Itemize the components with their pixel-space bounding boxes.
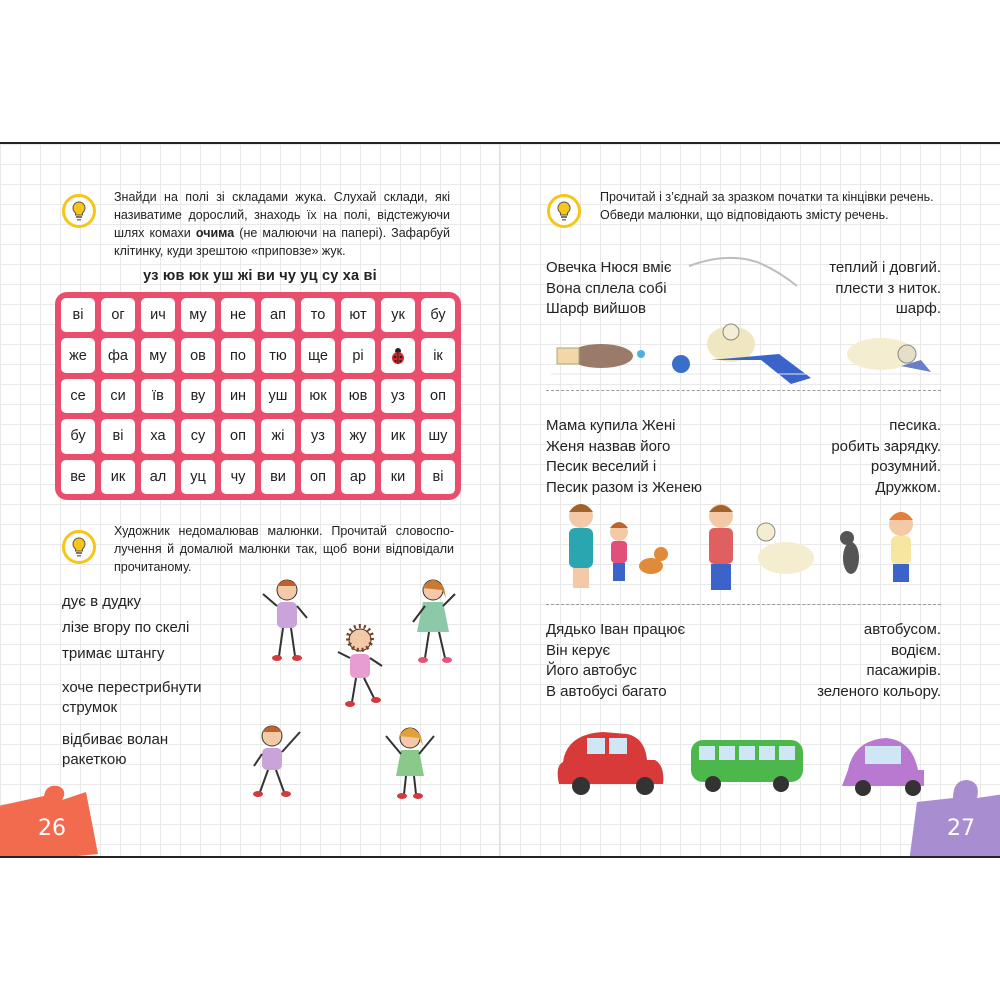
sentence-start: Песик веселий і xyxy=(546,458,657,475)
grid-cell[interactable]: ич xyxy=(141,298,175,332)
sentence-group-2 xyxy=(546,416,941,498)
sentence-row xyxy=(546,437,941,458)
grid-cell[interactable]: уз xyxy=(301,419,335,453)
grid-cell[interactable]: ог xyxy=(101,298,135,332)
ladybug-icon xyxy=(389,347,407,365)
grid-cell[interactable]: ар xyxy=(341,460,375,494)
kid-figure-4 xyxy=(250,722,310,802)
grid-cell[interactable]: то xyxy=(301,298,335,332)
phrase-item: хоче перестрибнути струмок xyxy=(62,679,202,716)
grid-cell[interactable]: ві xyxy=(61,298,95,332)
phrase-item: лізе вгору по скелі xyxy=(62,619,190,636)
sentence-end: водієм. xyxy=(890,641,941,659)
grid-cell[interactable]: уц xyxy=(181,460,215,494)
grid-cell[interactable]: си xyxy=(101,379,135,413)
grid-cell[interactable]: ха xyxy=(141,419,175,453)
grid-cell[interactable]: уш xyxy=(261,379,295,413)
grid-cell[interactable]: ют xyxy=(341,298,375,332)
sentence-end: розумний. xyxy=(870,458,941,475)
sentence-start: Шарф вийшов xyxy=(546,300,647,317)
grid-cell[interactable]: ук xyxy=(381,298,415,332)
sentence-start: Він керує xyxy=(546,641,611,659)
sentence-row xyxy=(546,661,941,682)
kid-figure-2 xyxy=(405,574,465,669)
grid-cell[interactable]: бу xyxy=(61,419,95,453)
grid-cell[interactable]: ві xyxy=(421,460,455,494)
puzzle-piece-icon xyxy=(909,772,1000,858)
grid-cell[interactable]: ов xyxy=(181,338,215,372)
lightbulb-icon xyxy=(62,530,96,564)
page-number-right: 27 xyxy=(947,816,975,841)
sentence-end: Дружком. xyxy=(875,478,941,496)
grid-cell[interactable]: юв xyxy=(341,379,375,413)
sentence-start: Песик разом із Женею xyxy=(546,478,703,496)
grid-cell[interactable]: ап xyxy=(261,298,295,332)
grid-cell[interactable]: фа xyxy=(101,338,135,372)
sentence-start: Мама купила Жені xyxy=(546,417,676,434)
sentence-row xyxy=(546,682,941,703)
grid-cell[interactable]: ві xyxy=(101,419,135,453)
grid-cell[interactable]: ще xyxy=(301,338,335,372)
family-dog-illustration xyxy=(561,498,951,598)
sentence-start: Овечка Нюся вміє xyxy=(546,259,672,276)
sentence-end: плести з ниток. xyxy=(835,279,941,297)
sheep-illustration xyxy=(551,314,941,392)
grid-cell[interactable]: чу xyxy=(221,460,255,494)
sentence-end: автобусом. xyxy=(863,621,941,638)
syllable-sequence: уз юв юк уш жі ви чу уц су ха ві xyxy=(143,268,377,284)
sentence-end: зеленого кольору. xyxy=(817,682,941,700)
lightbulb-icon xyxy=(547,194,581,228)
grid-cell[interactable]: по xyxy=(221,338,255,372)
sentence-end: теплий і довгий. xyxy=(829,259,941,276)
sentence-start: Його автобус xyxy=(546,662,637,679)
task-instruction: Прочитай і з’єднай за зразком початки та кінцівки речень. Обведи малюнки, що відповідають змісту речень. xyxy=(600,190,934,222)
page-number-left: 26 xyxy=(38,816,66,841)
grid-cell[interactable]: ал xyxy=(141,460,175,494)
kid-figure-5 xyxy=(380,722,440,802)
grid-cell[interactable]: оп xyxy=(221,419,255,453)
task1-instruction: Знайди на полі зі складами жука. Слухай склади, які називатиме дорослий, знаходь їх на полі, відстежуючи шлях комахи очима (не малюючи на папері). Зафарбуй клітинку, куди зрештою «приповзе» жук. xyxy=(114,190,450,258)
grid-cell[interactable]: му xyxy=(141,338,175,372)
grid-cell[interactable]: ик xyxy=(381,419,415,453)
sentence-start: В автобусі багато xyxy=(546,682,667,700)
grid-cell[interactable]: жу xyxy=(341,419,375,453)
task1-bold-word: очима xyxy=(195,226,235,240)
grid-cell[interactable]: рі xyxy=(341,338,375,372)
sentence-start: Вона сплела собі xyxy=(546,279,667,297)
grid-cell[interactable]: шу xyxy=(421,419,455,453)
phrase-item: відбиває волан ракеткою xyxy=(62,731,169,768)
phrase-item: дує в дудку xyxy=(62,593,141,610)
sentence-row xyxy=(546,457,941,478)
sentence-row xyxy=(546,641,941,662)
grid-cell[interactable]: бу xyxy=(421,298,455,332)
grid-cell[interactable]: уз xyxy=(381,379,415,413)
grid-cell[interactable]: юк xyxy=(301,379,335,413)
grid-cell[interactable]: му xyxy=(181,298,215,332)
vehicles-illustration xyxy=(523,726,953,806)
phrase-item: тримає штангу xyxy=(62,645,165,662)
sentence-group-3 xyxy=(546,620,941,702)
grid-cell[interactable]: жі xyxy=(261,419,295,453)
sentence-start: Женя назвав його xyxy=(546,437,671,455)
grid-cell[interactable]: су xyxy=(181,419,215,453)
grid-cell[interactable]: ви xyxy=(261,460,295,494)
grid-cell[interactable]: оп xyxy=(301,460,335,494)
grid-cell[interactable]: ик xyxy=(101,460,135,494)
grid-cell[interactable]: се xyxy=(61,379,95,413)
left-page xyxy=(0,144,499,856)
grid-cell[interactable]: ки xyxy=(381,460,415,494)
section-divider xyxy=(546,390,941,391)
sentence-row xyxy=(546,478,941,499)
grid-cell[interactable]: ин xyxy=(221,379,255,413)
grid-cell[interactable]: оп xyxy=(421,379,455,413)
kid-figure-3 xyxy=(330,622,390,717)
sentence-end: песика. xyxy=(889,417,941,434)
syllable-grid xyxy=(55,292,461,500)
sentence-row xyxy=(546,416,941,437)
grid-cell[interactable]: їв xyxy=(141,379,175,413)
sentence-start: Дядько Іван працює xyxy=(546,621,686,638)
grid-cell[interactable]: ву xyxy=(181,379,215,413)
grid-cell[interactable]: тю xyxy=(261,338,295,372)
book-spread xyxy=(0,142,1000,858)
grid-cell[interactable]: же xyxy=(61,338,95,372)
sentence-row xyxy=(546,620,941,641)
task2-instruction: Художник недомалював малюнки. Прочитай словоспо-лучення й домалюй малюнки так, щоб вони відповідали прочитаному. xyxy=(114,524,454,574)
right-page xyxy=(501,144,1000,856)
kid-figure-1 xyxy=(255,574,315,669)
section-divider xyxy=(546,604,941,605)
grid-cell[interactable]: ве xyxy=(61,460,95,494)
grid-cell[interactable]: не xyxy=(221,298,255,332)
sentence-end: шарф. xyxy=(895,300,941,317)
connector-line xyxy=(687,256,817,296)
grid-cell[interactable]: ік xyxy=(421,338,455,372)
sentence-end: робить зарядку. xyxy=(831,437,941,455)
sentence-end: пасажирів. xyxy=(866,662,941,679)
lightbulb-icon xyxy=(62,194,96,228)
grid-cell-ladybug[interactable] xyxy=(381,338,415,372)
page-divider xyxy=(499,144,500,856)
